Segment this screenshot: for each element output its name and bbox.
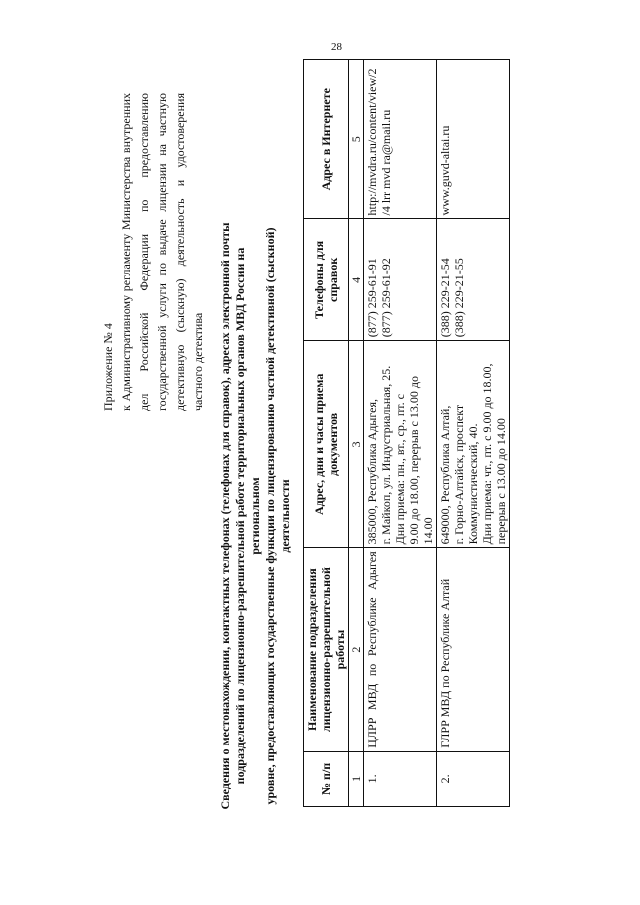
unit-name: ЦЛРР МВД по Республике Адыгея xyxy=(364,548,437,751)
regulation-reference: к Административному регламенту Министерства внутренних дел Российской Федерации по предоставлению государственной услуги по выдаче лицензии на частную детективную (сыскную) деятельность и удостоверения частного детектива xyxy=(119,93,205,411)
phone-number: (388) 229-21-55 xyxy=(452,258,466,338)
address-cell xyxy=(437,341,510,548)
web-cell xyxy=(437,60,510,219)
document-heading xyxy=(218,215,293,817)
column-number: 5 xyxy=(349,60,364,219)
heading-line: Сведения о местонахождении, контактных телефонах (телефонах для справок), адресах электронной почты xyxy=(218,222,232,810)
phone-number: (877) 259-61-92 xyxy=(379,258,393,338)
phones-cell xyxy=(364,219,437,341)
appendix-title: Приложение № 4 xyxy=(101,323,115,411)
column-number: 1 xyxy=(349,751,364,806)
table-row xyxy=(364,60,437,807)
column-number: 2 xyxy=(349,548,364,751)
table-row xyxy=(437,60,510,807)
web-address: www.guvd-altai.ru xyxy=(438,125,452,216)
address-line: перерыв с 13.00 до 14.00 xyxy=(494,418,508,545)
web-address: http://mvdra.ru/content/view/2 xyxy=(365,68,379,216)
heading-line: деятельности xyxy=(278,479,292,553)
header-web: Адрес в Интернете xyxy=(304,60,349,219)
phone-number: (388) 229-21-54 xyxy=(438,258,452,338)
column-number: 4 xyxy=(349,219,364,341)
web-address: /4 lrr mvd ra@mail.ru xyxy=(379,109,393,216)
address-line: 9.00 до 18.00, перерыв с 13.00 до xyxy=(407,376,421,545)
unit-name: ГЛРР МВД по Республике Алтай xyxy=(437,548,510,751)
heading-line: уровне, предоставляющих государственные функции по лицензированию частной детективной (сыскной) xyxy=(263,227,277,805)
row-number: 2. xyxy=(437,751,510,806)
address-line: 649000, Республика Алтай, xyxy=(438,405,452,545)
phones-cell xyxy=(437,219,510,341)
address-cell xyxy=(364,341,437,548)
contacts-table xyxy=(303,59,510,807)
page-number: 28 xyxy=(331,41,342,53)
header-unit-name: Наименование подразделения лицензионно-разрешительной работы xyxy=(304,548,349,751)
header-address: Адрес, дни и часы приема документов xyxy=(304,341,349,548)
column-number: 3 xyxy=(349,341,364,548)
address-line: Дни приема: пн., вт., ср., пт. с xyxy=(393,394,407,545)
header-number: № п/п xyxy=(304,751,349,806)
row-number: 1. xyxy=(364,751,437,806)
heading-line: подразделений по лицензионно-разрешительной работе территориальных органов МВД России на региональном xyxy=(233,247,262,785)
phone-number: (877) 259-61-91 xyxy=(365,258,379,338)
address-line: г. Горно-Алтайск, проспект xyxy=(452,404,466,545)
address-line: 14.00 xyxy=(421,517,435,545)
column-number-row xyxy=(349,60,364,807)
header-phones: Телефоны для справок xyxy=(304,219,349,341)
table-header-row xyxy=(304,60,349,807)
address-line: Дни приема: чт., пт. с 9.00 до 18.00, xyxy=(480,363,494,545)
address-line: Коммунистический, 40. xyxy=(466,423,480,545)
address-line: г. Майкоп, ул. Индустриальная, 25. xyxy=(379,365,393,545)
approval-block xyxy=(99,93,207,411)
address-line: 385000, Республика Адыгея, xyxy=(365,399,379,545)
web-cell xyxy=(364,60,437,219)
